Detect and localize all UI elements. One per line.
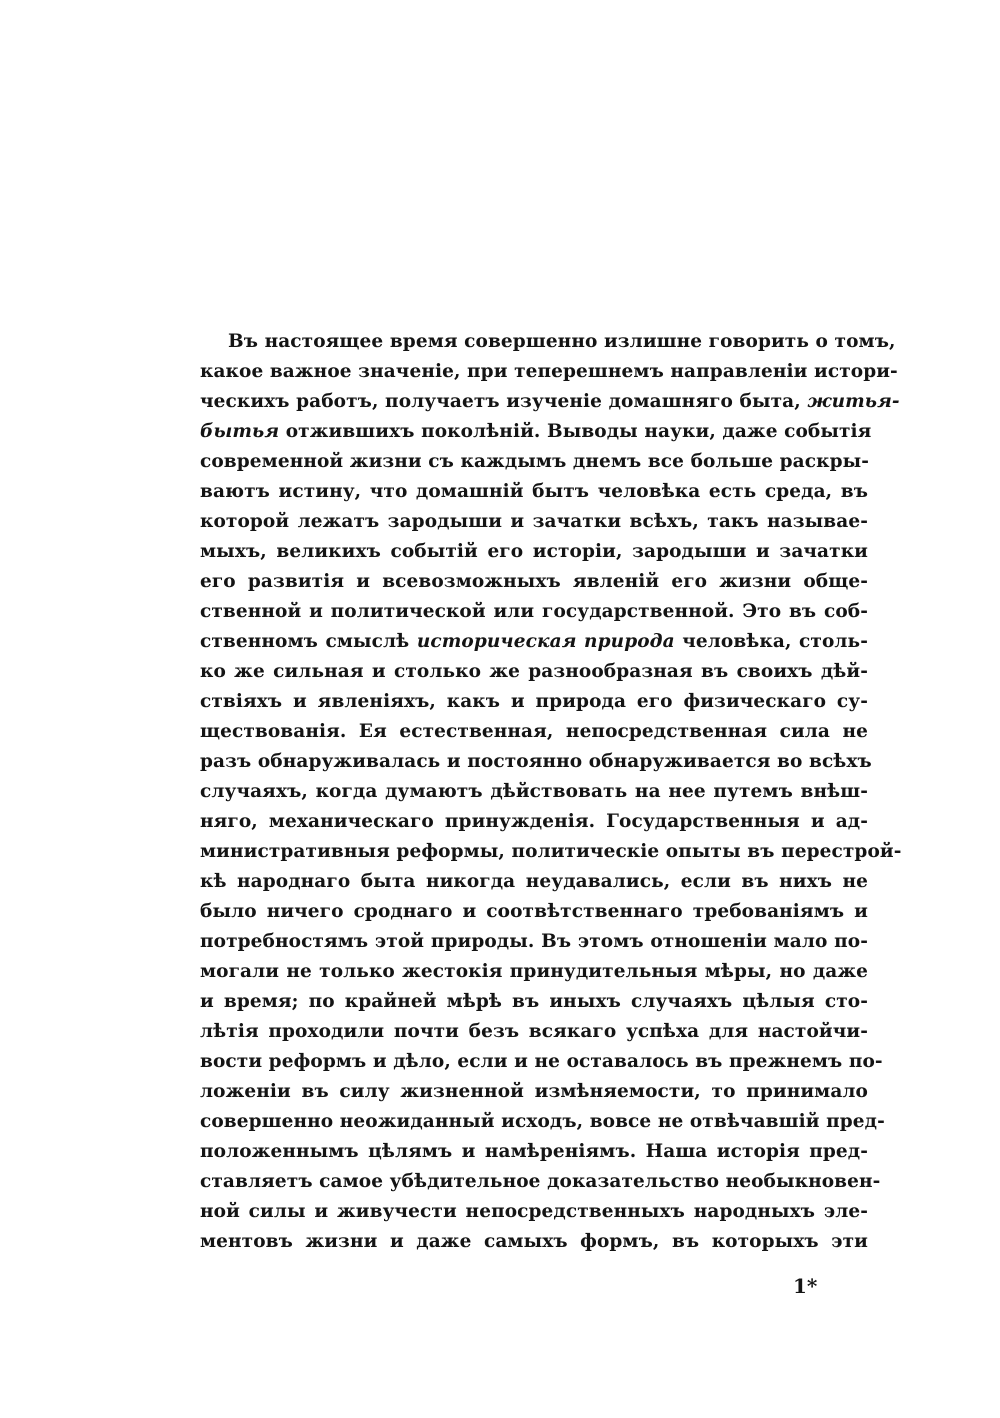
text-line: Въ настоящее время совершенно излишне говорить о томъ, [228, 331, 896, 352]
text-line: случаяхъ, когда думаютъ дѣйствовать на нее путемъ внѣш- [200, 781, 868, 802]
text-line: потребностямъ этой природы. Въ этомъ отношенiи мало по- [200, 931, 868, 952]
italic-phrase: историческая природа [416, 631, 675, 652]
page-signature: 1* [793, 1274, 818, 1298]
text-line: ваютъ истину, что домашнiй бытъ человѣка есть среда, въ [200, 481, 868, 502]
text-line: ложенiи въ силу жизненной измѣняемости, то принимало [200, 1081, 868, 1102]
text-line: ственной и политической или государственной. Это въ соб- [200, 601, 868, 622]
text-line: какое важное значенiе, при теперешнемъ направленiи истори- [200, 361, 898, 382]
text-line: ствiяхъ и явленiяхъ, какъ и природа его физическаго су- [200, 691, 868, 712]
text-line: которой лежатъ зародыши и зачатки всѣхъ, такъ называе- [200, 511, 868, 532]
text-line: ко же сильная и столько же разнообразная въ своихъ дѣй- [200, 661, 868, 682]
text-line: ставляетъ самое убѣдительное доказательство необыкновен- [200, 1171, 881, 1192]
text-line: современной жизни съ каждымъ днемъ все больше раскры- [200, 451, 870, 472]
text-line: положеннымъ цѣлямъ и намѣренiямъ. Наша исторiя пред- [200, 1141, 868, 1162]
text-line: могали не только жестокiя принудительныя мѣры, но даже [200, 961, 868, 982]
italic-phrase: житья- [807, 391, 900, 412]
text-line: совершенно неожиданный исходъ, вовсе не отвѣчавшiй пред- [200, 1111, 885, 1132]
text-line: мыхъ, великихъ событiй его исторiи, зародыши и зачатки [200, 541, 868, 562]
text-line: было ничего сроднаго и соотвѣтственнаго требованiямъ и [200, 901, 868, 922]
text-line: разъ обнаруживалась и постоянно обнаруживается во всѣхъ [200, 751, 872, 772]
text-line: его развитiя и всевозможныхъ явленiй его жизни обще- [200, 571, 868, 592]
text-line: кѣ народнаго быта никогда неудавались, если въ нихъ не [200, 871, 868, 892]
text-line: министративныя реформы, политическiе опыты въ перестрой- [200, 841, 902, 862]
text-line: и время; по крайней мѣрѣ въ иныхъ случаяхъ цѣлыя сто- [200, 991, 868, 1012]
text-line: лѣтiя проходили почти безъ всякаго успѣха для настойчи- [200, 1021, 868, 1042]
body-text [200, 327, 902, 1257]
text-line: вости реформъ и дѣло, если и не оставалось въ прежнемъ по- [200, 1051, 883, 1072]
text-line: ществованiя. Ея естественная, непосредственная сила не [200, 721, 868, 742]
italic-phrase: бытья [200, 421, 280, 442]
text-line: ной силы и живучести непосредственныхъ народныхъ эле- [200, 1201, 868, 1222]
text-line: ческихъ работъ, получаетъ изученiе домашняго быта, житья- [200, 391, 900, 412]
text-line: ментовъ жизни и даже самыхъ формъ, въ которыхъ эти [200, 1231, 868, 1252]
text-line: ственномъ смыслѣ историческая природа человѣка, столь- [200, 631, 868, 652]
text-line: няго, механическаго принужденiя. Государственныя и ад- [200, 811, 868, 832]
text-line: бытья отжившихъ поколѣнiй. Выводы науки, даже событiя [200, 421, 872, 442]
